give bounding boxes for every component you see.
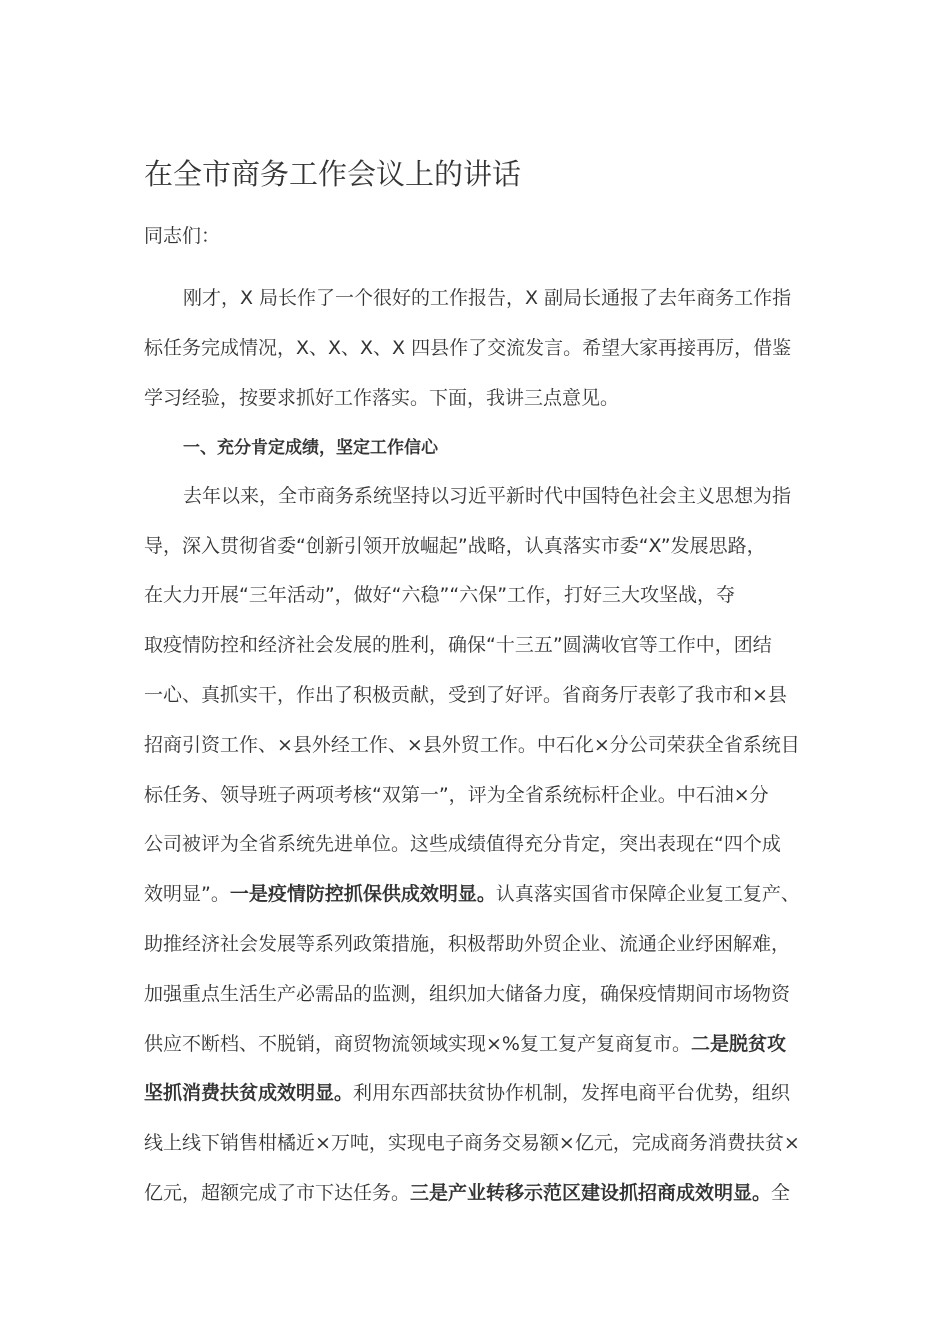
text-run: 认真落实国省市保障企业复工复产、 [495, 883, 800, 905]
section-heading: 一、充分肯定成绩，坚定工作信心 [183, 438, 438, 458]
text-run: 效明显”。 [144, 883, 230, 905]
paragraph-line: 标任务、领导班子两项考核“双第一”，评为全省系统标杆企业。中石油×分 [144, 784, 769, 806]
paragraph-line: 公司被评为全省系统先进单位。这些成绩值得充分肯定，突出表现在“四个成 [144, 833, 781, 855]
paragraph-line: 一心、真抓实干，作出了积极贡献，受到了好评。省商务厅表彰了我市和×县 [144, 684, 787, 706]
paragraph-line: 招商引资工作、×县外经工作、×县外贸工作。中石化×分公司荣获全省系统目 [144, 734, 800, 756]
document-title: 在全市商务工作会议上的讲话 [144, 157, 522, 191]
paragraph-line: 刚才，X 局长作了一个很好的工作报告，X 副局长通报了去年商务工作指 [183, 287, 792, 309]
paragraph-line: 取疫情防控和经济社会发展的胜利，确保“十三五”圆满收官等工作中，团结 [144, 634, 772, 656]
bold-highlight: 二是脱贫攻 [690, 1033, 786, 1055]
paragraph-line: 加强重点生活生产必需品的监测，组织加大储备力度，确保疫情期间市场物资 [144, 983, 791, 1005]
paragraph-line: 线上线下销售柑橘近×万吨，实现电子商务交易额×亿元，完成商务消费扶贫× [144, 1132, 800, 1154]
paragraph-line [144, 879, 800, 909]
paragraph-line: 在大力开展“三年活动”，做好“六稳”“六保”工作，打好三大攻坚战，夺 [144, 584, 736, 606]
text-run: 全 [771, 1182, 791, 1204]
paragraph-line: 标任务完成情况，X、X、X、X 四县作了交流发言。希望大家再接再厉，借鉴 [144, 337, 792, 359]
bold-highlight: 坚抓消费扶贫成效明显。 [144, 1082, 354, 1104]
text-run: 供应不断档、不脱销，商贸物流领域实现×%复工复产复商复市。 [144, 1033, 691, 1055]
bold-highlight: 三是产业转移示范区建设抓招商成效明显。 [410, 1182, 772, 1204]
paragraph-line: 去年以来，全市商务系统坚持以习近平新时代中国特色社会主义思想为指 [183, 485, 792, 507]
paragraph-line: 学习经验，按要求抓好工作落实。下面，我讲三点意见。 [144, 387, 620, 409]
text-run: 利用东西部扶贫协作机制，发挥电商平台优势，组织 [353, 1082, 791, 1104]
paragraph-line [144, 1078, 790, 1108]
paragraph-line [144, 1178, 790, 1208]
paragraph-line: 导，深入贯彻省委“创新引领开放崛起”战略，认真落实市委“X”发展思路， [144, 535, 766, 557]
paragraph-line: 助推经济社会发展等系列政策措施，积极帮助外贸企业、流通企业纾困解难， [144, 933, 791, 955]
paragraph-line [144, 1029, 786, 1059]
text-run: 亿元，超额完成了市下达任务。 [144, 1182, 411, 1204]
salutation: 同志们： [144, 225, 221, 247]
bold-highlight: 一是疫情防控抓保供成效明显。 [229, 883, 496, 905]
